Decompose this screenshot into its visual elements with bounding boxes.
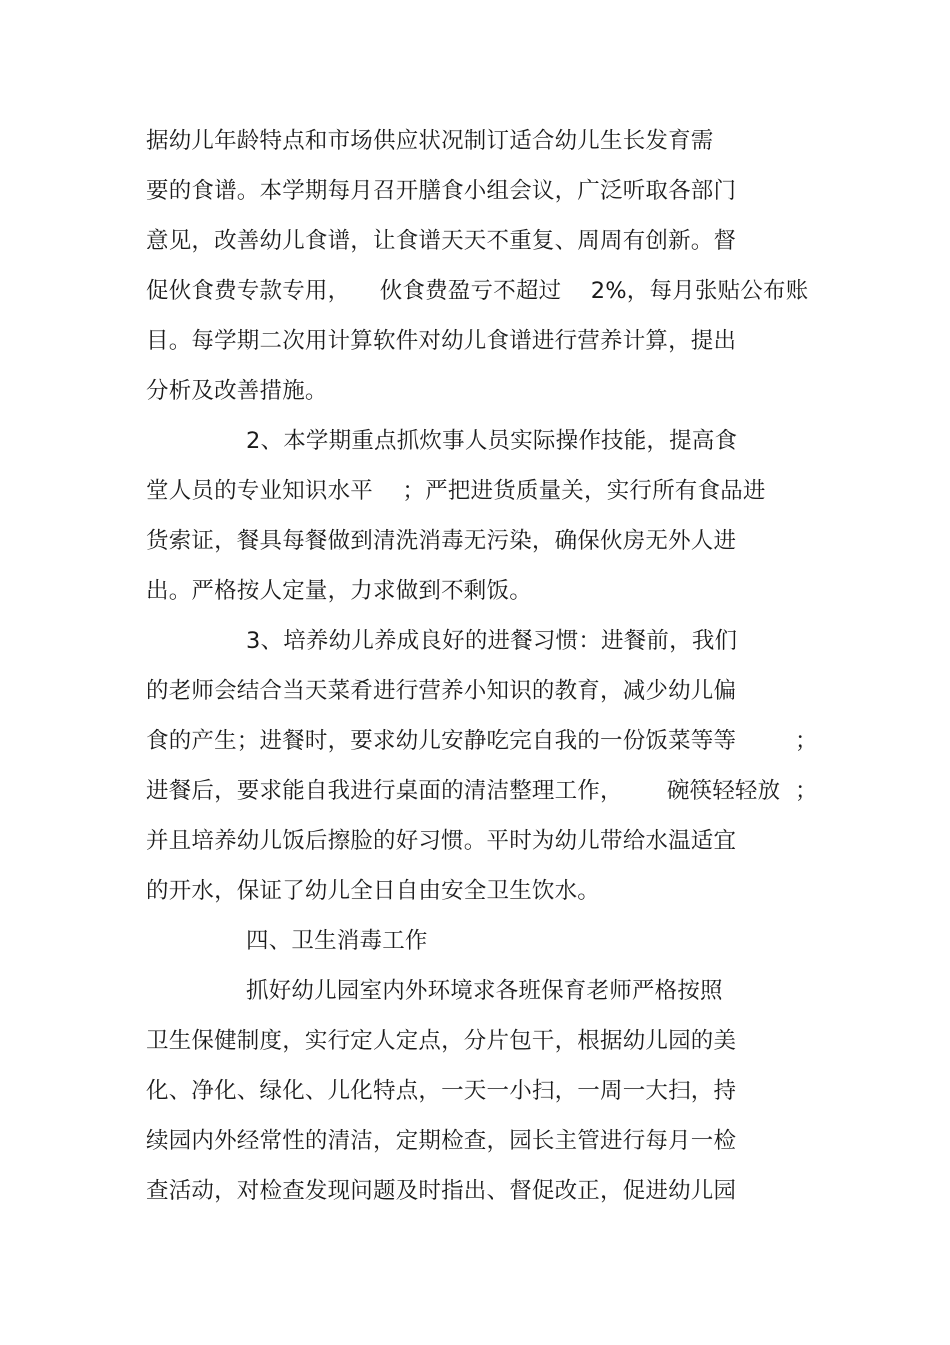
section-heading: 四、卫生消毒工作 bbox=[246, 928, 428, 954]
text-line: 卫生保健制度，实行定人定点，分片包干，根据幼儿园的美 bbox=[146, 1028, 737, 1054]
text-line: 并且培养幼儿饭后擦脸的好习惯。平时为幼儿带给水温适宜 bbox=[146, 828, 737, 854]
text-line: 货索证，餐具每餐做到清洗消毒无污染，确保伙房无外人进 bbox=[146, 528, 737, 554]
text-line: 意见，改善幼儿食谱，让食谱天天不重复、周周有创新。督 bbox=[146, 228, 737, 254]
text-line: 化、净化、绿化、儿化特点，一天一小扫，一周一大扫，持 bbox=[146, 1078, 737, 1104]
paragraph-2-start: 2、本学期重点抓炊事人员实际操作技能，提高食 bbox=[246, 428, 738, 454]
paragraph-4-start: 抓好幼儿园室内外环境求各班保育老师严格按照 bbox=[246, 978, 723, 1004]
text-line: 要的食谱。本学期每月召开膳食小组会议，广泛听取各部门 bbox=[146, 178, 737, 204]
text-line: 分析及改善措施。 bbox=[146, 378, 328, 404]
paragraph-3-start: 3、培养幼儿养成良好的进餐习惯：进餐前，我们 bbox=[246, 628, 738, 654]
text-line: 目。每学期二次用计算软件对幼儿食谱进行营养计算，提出 bbox=[146, 328, 737, 354]
text-line: 出。严格按人定量，力求做到不剩饭。 bbox=[146, 578, 532, 604]
text-line: 进餐后，要求能自我进行桌面的清洁整理工作， 碗筷轻轻放 ； bbox=[146, 778, 818, 804]
text-line: 堂人员的专业知识水平 ；严把进货质量关，实行所有食品进 bbox=[146, 478, 766, 504]
text-line: 的开水，保证了幼儿全日自由安全卫生饮水。 bbox=[146, 878, 601, 904]
text-line: 续园内外经常性的清洁，定期检查，园长主管进行每月一检 bbox=[146, 1128, 737, 1154]
text-line: 食的产生；进餐时，要求幼儿安静吃完自我的一份饭菜等等 ； bbox=[146, 728, 818, 754]
text-line: 查活动，对检查发现问题及时指出、督促改正，促进幼儿园 bbox=[146, 1178, 737, 1204]
text-line: 促伙食费专款专用， 伙食费盈亏不超过 2%，每月张贴公布账 bbox=[146, 278, 809, 304]
text-line: 的老师会结合当天菜肴进行营养小知识的教育，减少幼儿偏 bbox=[146, 678, 737, 704]
text-line: 据幼儿年龄特点和市场供应状况制订适合幼儿生长发育需 bbox=[146, 128, 714, 154]
